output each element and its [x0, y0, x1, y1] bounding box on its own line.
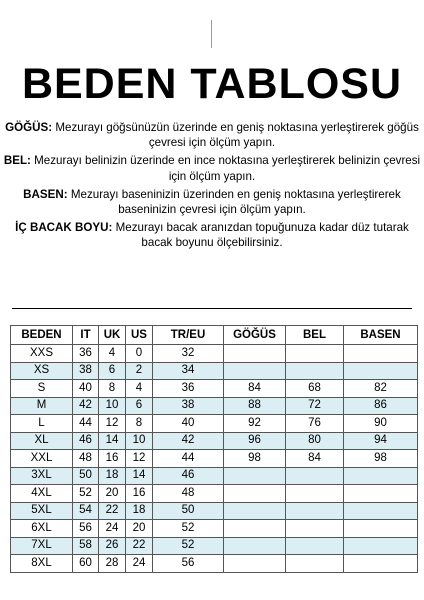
table-cell: 16 — [99, 450, 126, 468]
instruction-term: İÇ BACAK BOYU: — [15, 221, 113, 235]
table-cell: S — [11, 380, 73, 398]
table-cell: 80 — [286, 432, 344, 450]
table-cell — [286, 485, 344, 503]
table-cell: 8 — [99, 380, 126, 398]
table-cell: 14 — [126, 467, 153, 485]
table-cell — [224, 555, 286, 573]
table-cell — [344, 345, 418, 363]
table-cell — [224, 345, 286, 363]
table-row — [11, 432, 418, 450]
table-cell: 92 — [224, 415, 286, 433]
table-cell: 22 — [126, 537, 153, 555]
instruction-waist — [0, 153, 424, 183]
table-cell: XXS — [11, 345, 73, 363]
table-cell: 24 — [126, 555, 153, 573]
instruction-text: Mezurayı baseninizin üzerinden en geniş noktasına yerleştirerek baseninizin çevresi için ölçüm yapın. — [67, 187, 401, 217]
table-cell: 58 — [73, 537, 99, 555]
table-cell: 46 — [73, 432, 99, 450]
instruction-term: BASEN: — [23, 187, 68, 201]
table-cell — [286, 345, 344, 363]
table-cell: XS — [11, 362, 73, 380]
table-cell — [286, 555, 344, 573]
table-cell — [344, 555, 418, 573]
header-basen: BASEN — [344, 326, 418, 345]
table-cell: 60 — [73, 555, 99, 573]
table-cell: 24 — [99, 520, 126, 538]
table-cell: 40 — [73, 380, 99, 398]
table-cell: 52 — [73, 485, 99, 503]
table-cell: 36 — [153, 380, 224, 398]
table-cell: 34 — [153, 362, 224, 380]
table-cell: 44 — [153, 450, 224, 468]
table-cell: 44 — [73, 415, 99, 433]
table-row — [11, 537, 418, 555]
table-cell: 82 — [344, 380, 418, 398]
table-cell: 5XL — [11, 502, 73, 520]
table-cell — [224, 502, 286, 520]
table-cell: 84 — [224, 380, 286, 398]
table-cell — [224, 485, 286, 503]
table-cell: 32 — [153, 345, 224, 363]
table-row — [11, 502, 418, 520]
table-row — [11, 362, 418, 380]
table-row — [11, 450, 418, 468]
table-cell: 7XL — [11, 537, 73, 555]
table-cell: 94 — [344, 432, 418, 450]
table-cell: 42 — [153, 432, 224, 450]
table-cell: 56 — [73, 520, 99, 538]
table-cell: 28 — [99, 555, 126, 573]
table-cell — [344, 485, 418, 503]
table-cell: 68 — [286, 380, 344, 398]
table-cell: 38 — [153, 397, 224, 415]
table-cell: 16 — [126, 485, 153, 503]
table-cell — [344, 502, 418, 520]
table-cell: 46 — [153, 467, 224, 485]
instruction-inseam — [0, 220, 424, 250]
table-cell: 90 — [344, 415, 418, 433]
table-cell — [286, 520, 344, 538]
table-cell: 0 — [126, 345, 153, 363]
table-cell: 3XL — [11, 467, 73, 485]
table-cell: 50 — [153, 502, 224, 520]
table-cell — [224, 362, 286, 380]
table-cell: 2 — [126, 362, 153, 380]
table-cell: 4 — [99, 345, 126, 363]
size-table — [10, 325, 418, 573]
table-cell: 84 — [286, 450, 344, 468]
table-cell: 72 — [286, 397, 344, 415]
table-cell: 48 — [153, 485, 224, 503]
table-cell: 26 — [99, 537, 126, 555]
table-row — [11, 380, 418, 398]
table-cell: 38 — [73, 362, 99, 380]
header-beden: BEDEN — [11, 326, 73, 345]
table-cell: 6 — [99, 362, 126, 380]
header-it: IT — [73, 326, 99, 345]
table-cell: 4XL — [11, 485, 73, 503]
instruction-text: Mezurayı göğsünüzün üzerinde en geniş noktasına yerleştirerek göğüs çevresi için ölçüm yapın. — [52, 121, 419, 150]
table-cell: 54 — [73, 502, 99, 520]
table-cell — [224, 520, 286, 538]
table-cell: 18 — [99, 467, 126, 485]
table-cell: 14 — [99, 432, 126, 450]
table-cell: 22 — [99, 502, 126, 520]
instruction-hip — [0, 187, 424, 217]
table-cell — [224, 537, 286, 555]
table-header-row — [11, 326, 418, 345]
header-uk: UK — [99, 326, 126, 345]
page-title: BEDEN TABLOSU — [21, 60, 403, 108]
table-row — [11, 415, 418, 433]
table-cell: M — [11, 397, 73, 415]
instruction-term: GÖĞÜS: — [5, 121, 53, 134]
table-cell: 52 — [153, 537, 224, 555]
instruction-text: Mezurayı bacak aranızdan topuğunuza kadar düz tutarak bacak boyunu ölçebilirsiniz. — [112, 221, 409, 250]
header-tr-eu: TR/EU — [153, 326, 224, 345]
table-cell — [344, 537, 418, 555]
table-cell: 20 — [99, 485, 126, 503]
instruction-term: BEL: — [3, 154, 31, 168]
table-cell: 40 — [153, 415, 224, 433]
table-cell: 50 — [73, 467, 99, 485]
table-cell: 98 — [224, 450, 286, 468]
table-cell — [224, 467, 286, 485]
table-row — [11, 520, 418, 538]
table-cell: 88 — [224, 397, 286, 415]
table-cell — [286, 362, 344, 380]
table-cell: 48 — [73, 450, 99, 468]
measurement-instructions — [0, 120, 424, 254]
table-cell: 12 — [126, 450, 153, 468]
table-cell: 56 — [153, 555, 224, 573]
header-gogus: GÖĞÜS — [224, 326, 286, 345]
table-cell: 42 — [73, 397, 99, 415]
table-cell: 96 — [224, 432, 286, 450]
top-divider-line — [211, 20, 212, 48]
table-cell: 8XL — [11, 555, 73, 573]
instruction-text: Mezurayı belinizin üzerinde en ince noktasına yerleştirerek belinizin çevresi için ölçüm yapın. — [30, 154, 421, 183]
table-cell: 6XL — [11, 520, 73, 538]
table-cell: 6 — [126, 397, 153, 415]
instruction-chest — [0, 120, 424, 150]
table-cell: 12 — [99, 415, 126, 433]
table-cell — [286, 467, 344, 485]
table-cell: 86 — [344, 397, 418, 415]
table-cell: 18 — [126, 502, 153, 520]
table-cell — [344, 520, 418, 538]
table-cell: 52 — [153, 520, 224, 538]
header-bel: BEL — [286, 326, 344, 345]
table-cell: 76 — [286, 415, 344, 433]
table-cell: 98 — [344, 450, 418, 468]
section-divider — [12, 308, 412, 309]
table-cell — [286, 502, 344, 520]
table-row — [11, 397, 418, 415]
table-cell: 20 — [126, 520, 153, 538]
table-cell: 36 — [73, 345, 99, 363]
table-cell: 4 — [126, 380, 153, 398]
table-row — [11, 467, 418, 485]
table-cell — [286, 537, 344, 555]
table-cell: XXL — [11, 450, 73, 468]
table-cell — [344, 467, 418, 485]
table-cell: 10 — [126, 432, 153, 450]
table-row — [11, 345, 418, 363]
table-cell: 8 — [126, 415, 153, 433]
table-row — [11, 555, 418, 573]
table-cell: XL — [11, 432, 73, 450]
table-cell — [344, 362, 418, 380]
table-cell: 10 — [99, 397, 126, 415]
table-cell: L — [11, 415, 73, 433]
header-us: US — [126, 326, 153, 345]
table-row — [11, 485, 418, 503]
